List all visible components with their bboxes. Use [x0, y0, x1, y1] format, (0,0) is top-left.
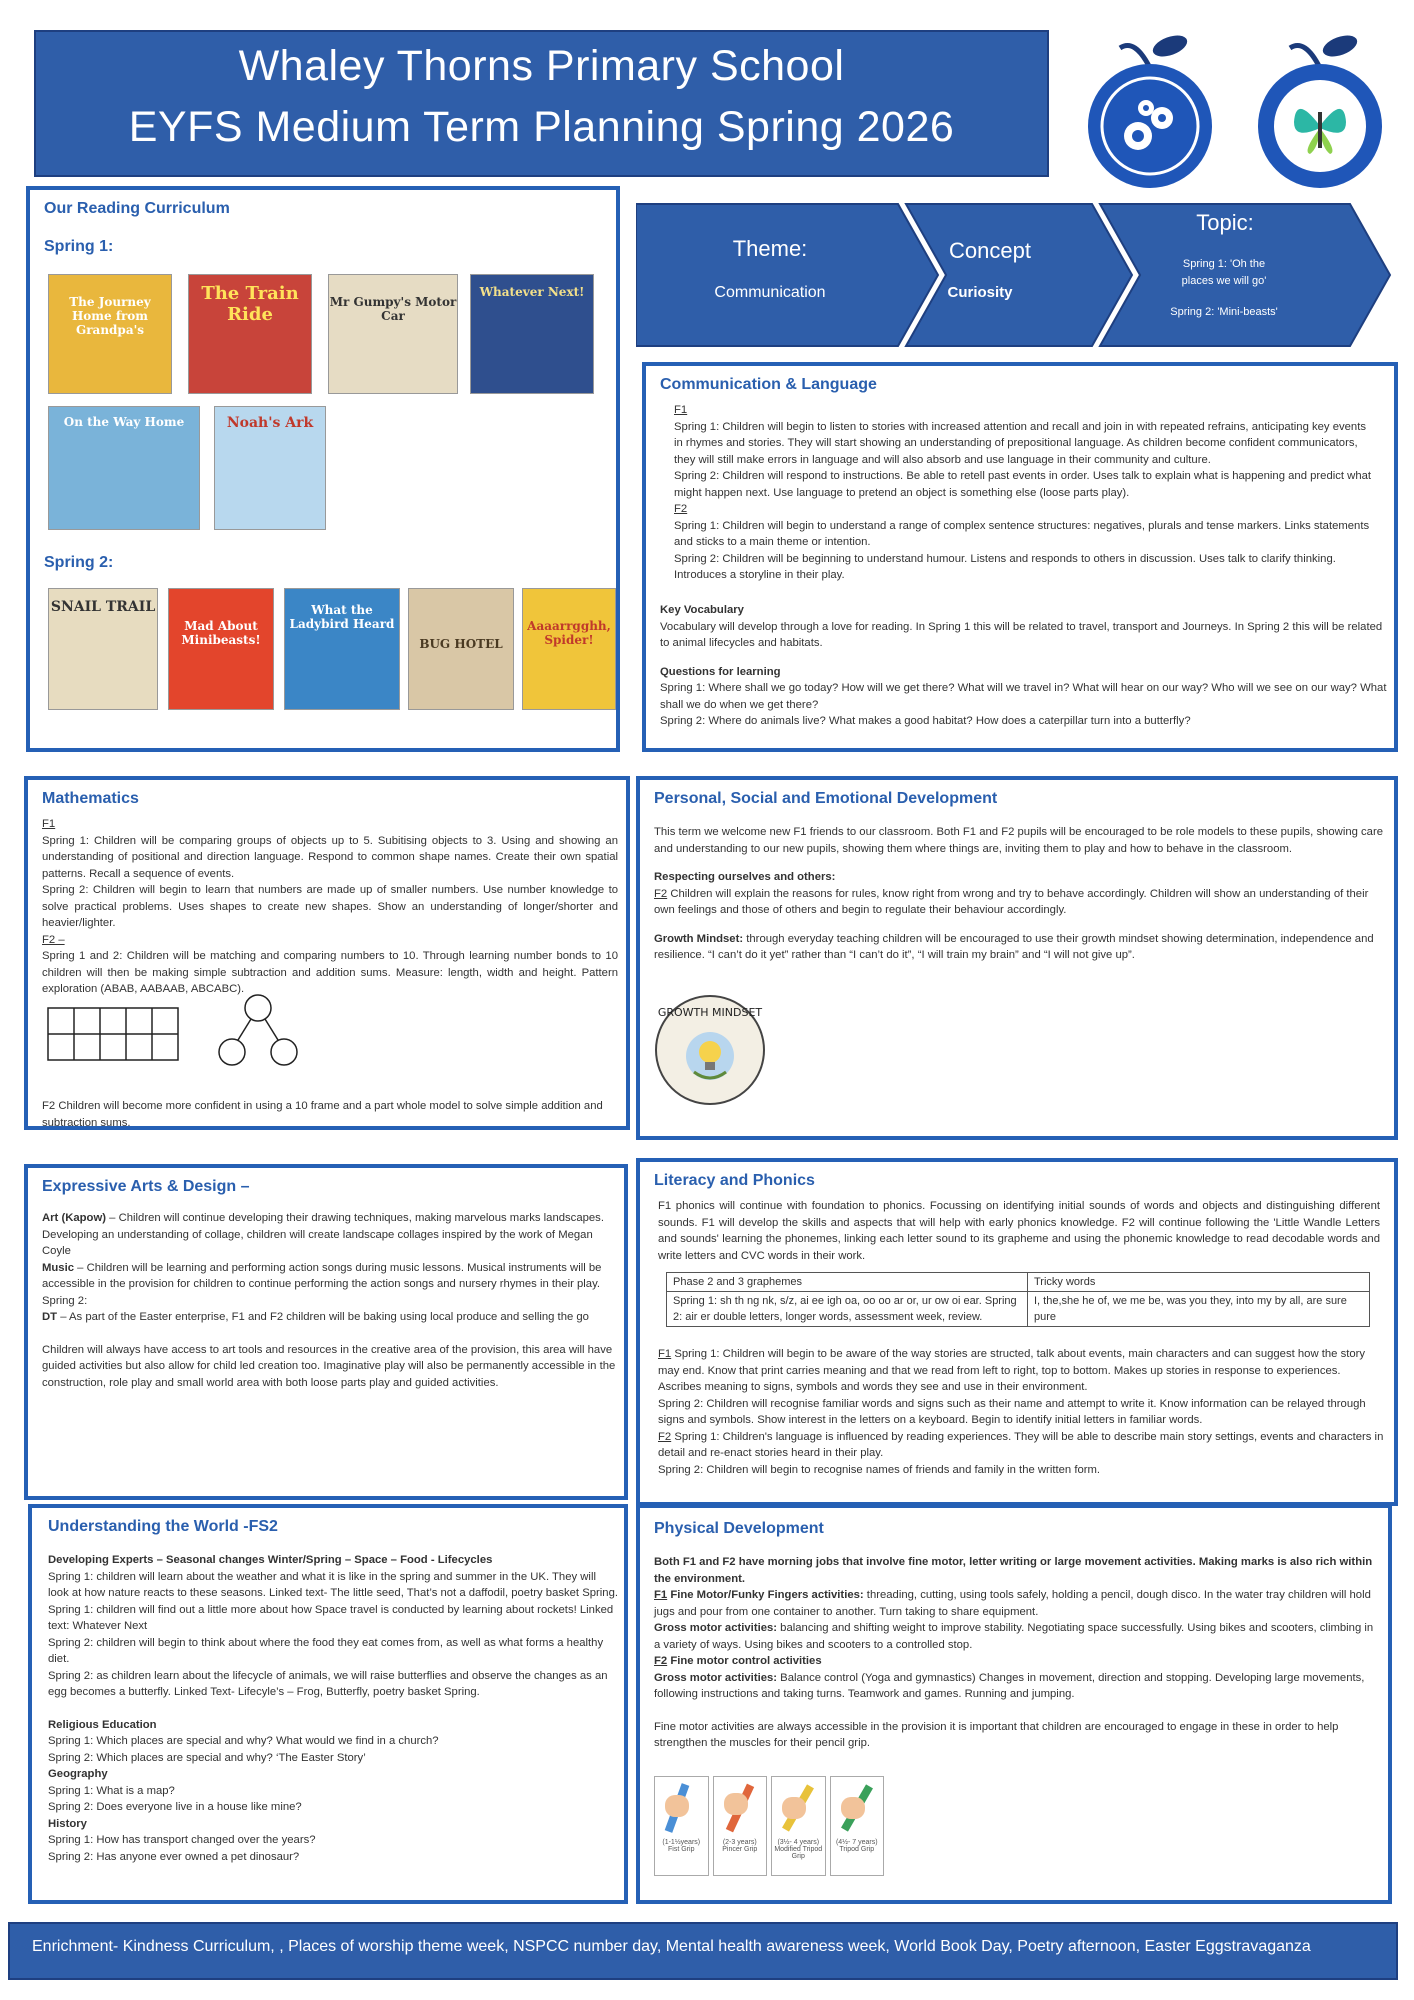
psed-body: This term we welcome new F1 friends to our classroom. Both F1 and F2 pupils will be encouraged to be role models to these pupils, showing care and understanding to our new pupils, showing them where things are, inviting them to play and how to behave in the classroom. Respecting ourselves and others: F2 Children will explain the reasons for rules, know right from wrong and try to behave accordingly. Children will show an understanding of their own feelings and those of others and begin to regulate their behaviour accordingly. Growth Mindset: through everyday teaching children will be encouraged to use their growth mindset showing determination, independence and resilience. “I can’t do it yet” rather than “I can’t do it”, “I will train my brain” and “I will not give up”.	[654, 826, 1384, 961]
book-cover: Mr Gumpy's Motor Car	[328, 274, 458, 394]
comm-vocab: Key Vocabulary Vocabulary will develop through a love for reading. In Spring 1 this will be related to travel, transport and Journeys. In Spring 2 this will be related to animal lifecycles and habitats. Questions for learning Spring 1: Where shall we go today? How will we get there? What will we travel in? What will hear on our way? Who will we see on our way? What shall we do when we get there? Spring 2: Where do animals live? What makes a good habitat? How does a caterpillar turn into a butterfly?	[660, 604, 1387, 727]
pencil-grips	[654, 1776, 884, 1876]
book-cover: Whatever Next!	[470, 274, 594, 394]
comm-body: F1 Spring 1: Children will begin to listen to stories with increased attention and recall and join in with repeated refrains, anticipating key events in rhymes and stories. They will start showing an understanding of prepositional language. As children become confident communicators, they will still make errors in language and will also absorb and use language in their community and culture. Spring 2: Children will respond to instructions. Be able to retell past events in order. Uses talk to explain what is happening and predict what might happen next. Use language to pretend an object is something else (loose parts play). F2 Spring 1: Children will begin to understand a range of complex sentence structures: negatives, plurals and tense markers. Links statements and sticks to a main theme or intention. Spring 2: Children will be beginning to understand humour. Listens and responds to others in discussion. Uses talk to clarify thinking. Introduces a storyline in their play.	[674, 404, 1372, 581]
topic-label: Topic:	[1196, 210, 1254, 235]
psed-panel	[636, 776, 1398, 1140]
grip-card: (4½- 7 years) Tripod Grip	[830, 1776, 885, 1876]
literacy-body: F1 Spring 1: Children will begin to be aware of the way stories are structed, talk about events, main characters and can suggest how the story may end. Know that print carries meaning and that we read from left to right, top to bottom. Makes up stories in response to experiences. Ascribes meaning to signs, symbols and words they see and use in their environment. Spring 2: Children will recognise familiar words and signs such as their name and attempt to write it. Know information can be relayed through signs and symbols. Show interest in the letters on a keyboard. Begin to identify initial letters in familiar words. F2 Spring 1: Children's language is influenced by reading experiences. They will be able to describe main story settings, events and characters in detail and re-enact stories heard in their play. Spring 2: Children will begin to recognise names of friends and family in the written form.	[658, 1348, 1384, 1476]
pd-body: Both F1 and F2 have morning jobs that involve fine motor, letter writing or large movement activities. Making marks is also rich within the environment. F1 Fine Motor/Funky Fingers activities: threading, cutting, using tools safely, holding a pencil, dough disco. In the water tray children will hold jugs and pour from one container to another. Turn taking to share equipment. Gross motor activities: balancing and shifting weight to improve stability. Negotiating space successfully. Using bikes and scooters, climbing in a variety of ways. Using bikes and scooters to a controlled stop. F2 Fine motor control activities Gross motor activities: Balance control (Yoga and gymnastics) Changes in movement, direction and stopping. Developing large movements, following instructions and taking turns. Teamwork and games. Running and jumping. Fine motor activities are always accessible in the provision it is important that children are encouraged to engage in these in order to help strengthen the muscles for their pencil grip.	[654, 1556, 1374, 1749]
enrichment-footer	[8, 1922, 1398, 1980]
book-cover: Mad About Minibeasts!	[168, 588, 274, 710]
book-cover: On the Way Home	[48, 406, 200, 530]
maths-panel	[24, 776, 630, 1130]
arts-panel	[24, 1164, 628, 1500]
enrichment-text: Enrichment- Kindness Curriculum, , Places of worship theme week, NSPCC number day, Mental health awareness week, World Book Day, Poetry afternoon, Easter Eggstravaganza	[32, 1938, 1311, 1955]
topic-spring2: Spring 2: 'Mini-beasts'	[1170, 306, 1278, 318]
literacy-panel	[636, 1158, 1398, 1506]
topic-spring1: Spring 1: 'Oh the places we will go'	[1181, 258, 1267, 287]
communication-panel	[642, 362, 1398, 752]
grip-card: (3½- 4 years) Modified Tripod Grip	[771, 1776, 826, 1876]
concept-label: Concept	[949, 238, 1031, 263]
ten-frame-icon	[46, 994, 306, 1084]
spring1-label: Spring 1:	[44, 238, 114, 255]
maths-title: Mathematics	[42, 790, 139, 807]
pd-panel	[636, 1504, 1392, 1904]
butterfly-apple-logo	[1250, 28, 1390, 188]
book-cover: Aaaarrgghh, Spider!	[522, 588, 616, 710]
maths-body: F1 Spring 1: Children will be comparing groups of objects up to 5. Subitising objects to 3. Using and showing an understanding of positional and direction language. Respond to common shape names. Create their own spatial patterns. Recall a sequence of events. Spring 2: Children will begin to learn that numbers are made up of smaller numbers. Use number knowledge to solve practical problems. Uses shapes to create new shapes. Show an understanding of longer/shorter and heavier/lighter. F2 – Spring 1 and 2: Children will be matching and comparing numbers to 10. Through learning number bonds to 10 children will then be making simple subtraction and addition sums. Measure: length, width and height. Pattern exploration (ABAB, AABAAB, ABCABC).	[42, 818, 618, 995]
utw-panel	[28, 1504, 628, 1904]
school-name: Whaley Thorns Primary School	[238, 42, 845, 90]
arts-body: Art (Kapow) – Children will continue developing their drawing techniques, making marvelous marks landscapes. Developing an understanding of collage, children will create landscape collages inspired by the work of Megan Coyle Music – Children will be learning and performing action songs during music lessons. Musical instruments will be accessible in the provision for children to continue performing the action songs and nursery rhymes in their play. Spring 2: DT – As part of the Easter enterprise, F1 and F2 children will be baking using local produce and selling the go Children will always have access to art tools and resources in the creative area of the provision, this area will have guided activities but also allow for child led creation too. Imaginative play will also be permanently accessible in the construction, role play and small world area with both loose parts play and guided activities.	[42, 1212, 616, 1389]
plan-title: EYFS Medium Term Planning Spring 2026	[128, 103, 955, 151]
utw-title: Understanding the World -FS2	[48, 1518, 278, 1535]
literacy-title: Literacy and Phonics	[654, 1172, 815, 1189]
psed-title: Personal, Social and Emotional Development	[654, 790, 998, 807]
theme-value: Communication	[714, 284, 826, 301]
utw-body: Developing Experts – Seasonal changes Winter/Spring – Space – Food - Lifecycles Spring 1: children will learn about the weather and what it is like in the spring and summer in the UK. They will look at how nature reacts to these seasons. Linked text- The little seed, That’s not a daffodil, poetry basket Spring. Spring 1: children will find out a little more about how Space travel is conducted by learning about rockets! Linked text: Whatever Next Spring 2: children will begin to think about where the food they eat comes from, as well as what forms a healthy diet. Spring 2: as children learn about the lifecycle of animals, we will raise butterflies and observe the changes as an egg becomes a butterfly. Linked Text- Lifecyle’s – Frog, Butterfly, poetry basket Spring. Religious Education Spring 1: Which places are special and why? What would we find in a church? Spring 2: Which places are special and why? ‘The Easter Story’ Geography Spring 1: What is a map? Spring 2: Does everyone live in a house like mine? History Spring 1: How has transport changed over the years? Spring 2: Has anyone ever owned a pet dinosaur?	[48, 1554, 618, 1863]
book-cover: Noah's Ark	[214, 406, 326, 530]
book-cover: The Train Ride	[188, 274, 312, 394]
pd-title: Physical Development	[654, 1520, 824, 1537]
growth-mindset-badge	[654, 994, 766, 1106]
arts-title: Expressive Arts & Design –	[42, 1178, 250, 1195]
spring2-label: Spring 2:	[44, 554, 114, 571]
comm-title: Communication & Language	[660, 376, 877, 393]
theme-label: Theme:	[732, 236, 808, 261]
book-cover: BUG HOTEL	[408, 588, 514, 710]
maths-bottom: F2 Children will become more confident in using a 10 frame and a part whole model to solve simple addition and subtraction sums.	[42, 1100, 603, 1129]
book-cover: SNAIL TRAIL	[48, 588, 158, 710]
graphemes-table: Phase 2 and 3 graphemes Tricky words Spring 1: sh th ng nk, s/z, ai ee igh oa, oo oo ar or, ur ow oi ear. Spring 2: air er double letters, longer words, assessment week, review. I, the,she he of, we me be, was you they, into my by all, are sure pure	[666, 1272, 1370, 1327]
grip-card: (2-3 years) Pincer Grip	[713, 1776, 768, 1876]
reading-panel	[26, 186, 620, 752]
page-header	[34, 30, 1049, 177]
reading-title: Our Reading Curriculum	[44, 200, 230, 217]
book-cover: The Journey Home from Grandpa's	[48, 274, 172, 394]
book-cover: What the Ladybird Heard	[284, 588, 400, 710]
gears-apple-logo	[1080, 28, 1220, 188]
grip-card: (1-1½years) Fist Grip	[654, 1776, 709, 1876]
literacy-intro: F1 phonics will continue with foundation to phonics. Focussing on identifying initial sounds of words and objects and distinguishing different sounds. F1 will develop the skills and aspects that will help with early phonics knowledge. F2 will continue following the 'Little Wandle Letters and sounds' learning the phonemes, linking each letter sound to its grapheme and using the phonemic knowledge to read decodable words and write letters and CVC words in their work.	[658, 1200, 1380, 1262]
concept-value: Curiosity	[947, 284, 1013, 301]
svg-text:GROWTH MINDSET: GROWTH MINDSET	[657, 1006, 763, 1019]
